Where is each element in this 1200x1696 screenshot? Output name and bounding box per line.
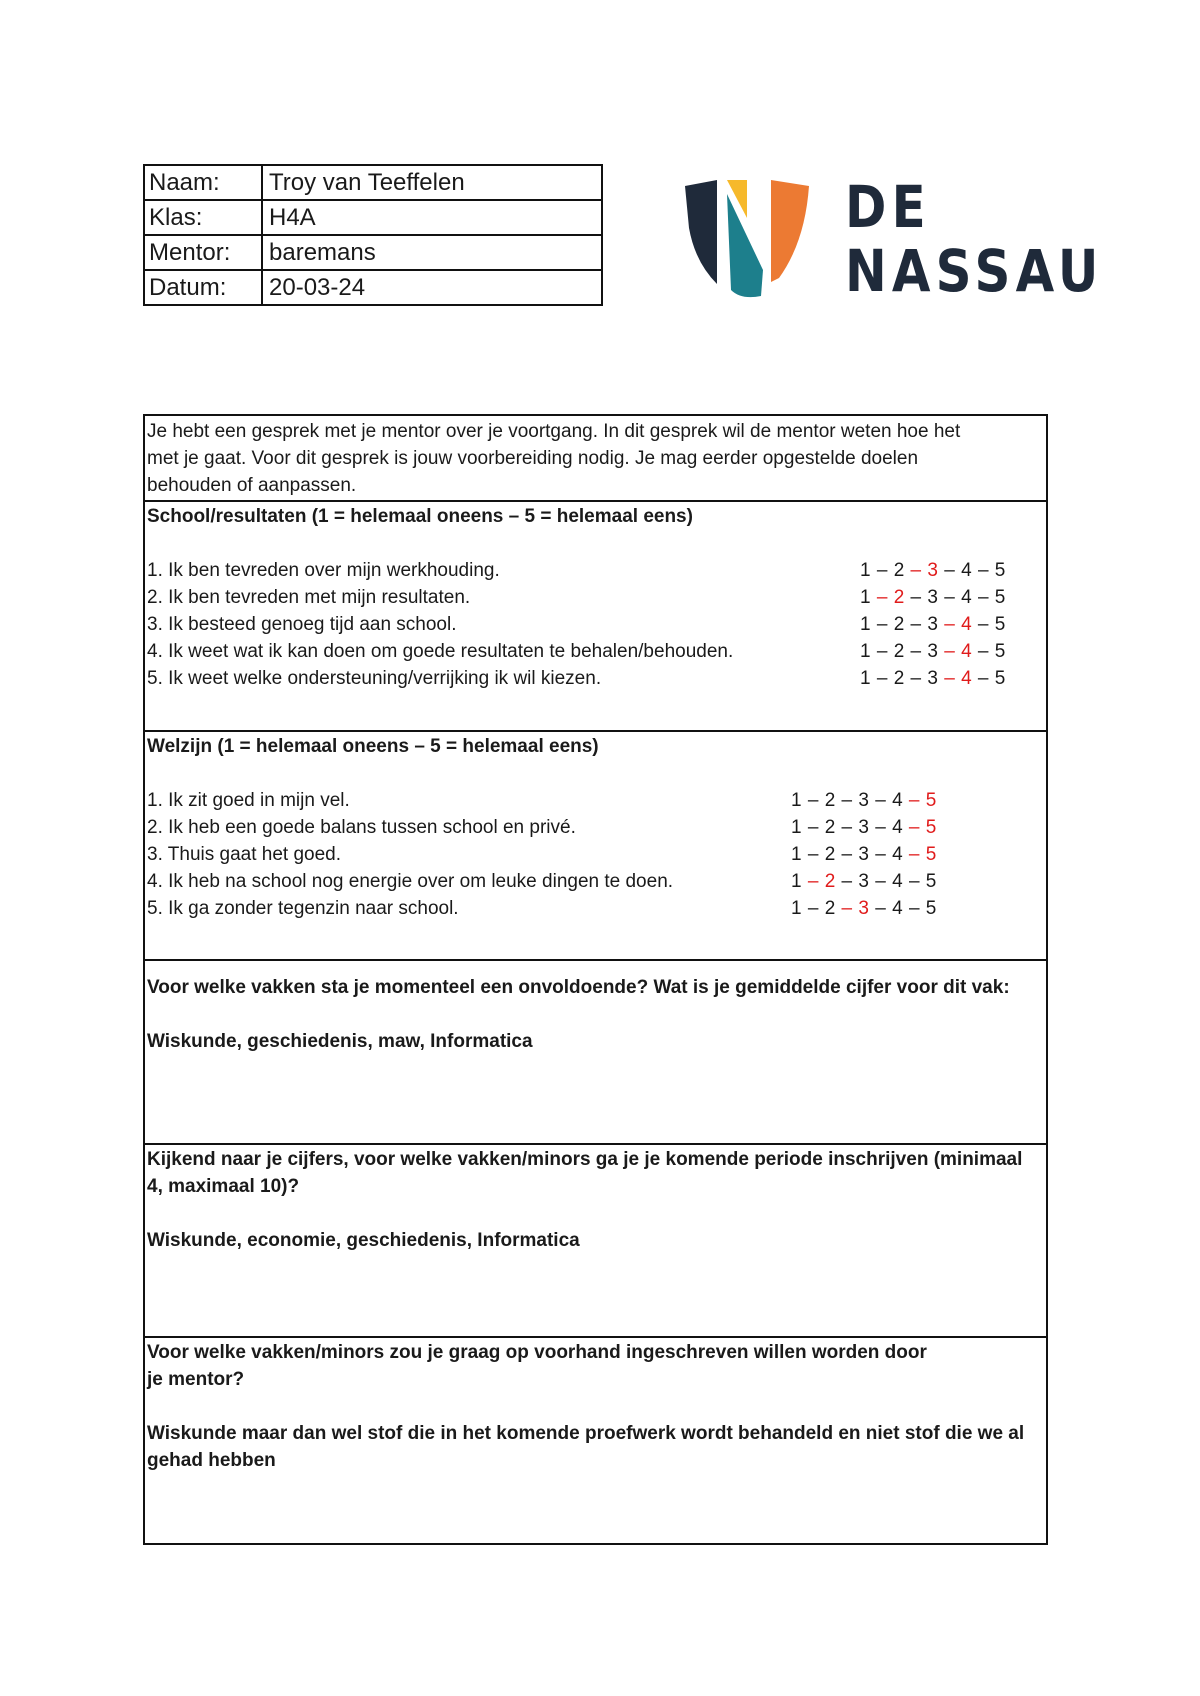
info-row-klas bbox=[144, 200, 602, 235]
question-text: Kijkend naar je cijfers, voor welke vakken/minors ga je je komende periode inschrijven (minimaal 4, maximaal 10)? bbox=[147, 1149, 1023, 1197]
shield-logo-icon bbox=[683, 178, 813, 303]
info-row-naam bbox=[144, 165, 602, 200]
welzijn-item bbox=[145, 814, 1046, 841]
info-label: Klas: bbox=[144, 200, 262, 235]
welzijn-title: Welzijn (1 = helemaal oneens – 5 = helemaal eens) bbox=[147, 736, 599, 757]
statement-text: 1. Ik ben tevreden over mijn werkhouding. bbox=[147, 560, 500, 581]
rating-scale: 1 – 2 – 3 – 4 – 5 bbox=[791, 871, 937, 892]
statement-text: 2. Ik heb een goede balans tussen school en privé. bbox=[147, 817, 576, 838]
intro-line: behouden of aanpassen. bbox=[147, 475, 357, 496]
question-text: Voor welke vakken/minors zou je graag op voorhand ingeschreven willen worden door je mentor? bbox=[147, 1342, 927, 1390]
school-section bbox=[145, 502, 1046, 732]
school-item bbox=[145, 665, 1046, 692]
statement-text: 3. Thuis gaat het goed. bbox=[147, 844, 342, 865]
welzijn-item bbox=[145, 895, 1046, 922]
info-value: 20-03-24 bbox=[262, 270, 602, 305]
inschrijven-section bbox=[145, 1145, 1046, 1338]
info-value: H4A bbox=[262, 200, 602, 235]
statement-text: 2. Ik ben tevreden met mijn resultaten. bbox=[147, 587, 471, 608]
logo-text-line2: NASSAU bbox=[845, 237, 1104, 305]
statement-text: 5. Ik ga zonder tegenzin naar school. bbox=[147, 898, 459, 919]
info-row-mentor bbox=[144, 235, 602, 270]
statement-text: 4. Ik weet wat ik kan doen om goede resultaten te behalen/behouden. bbox=[147, 641, 734, 662]
school-item bbox=[145, 557, 1046, 584]
answer-text: Wiskunde maar dan wel stof die in het komende proefwerk wordt behandeld en niet stof die we al gehad hebben bbox=[147, 1423, 1025, 1471]
statement-text: 1. Ik zit goed in mijn vel. bbox=[147, 790, 350, 811]
rating-scale: 1 – 2 – 3 – 4 – 5 bbox=[791, 817, 937, 838]
intro-section bbox=[145, 416, 1046, 502]
question-text: Voor welke vakken sta je momenteel een onvoldoende? Wat is je gemiddelde cijfer voor dit vak: bbox=[147, 977, 1010, 998]
rating-scale: 1 – 2 – 3 – 4 – 5 bbox=[860, 614, 1006, 635]
info-value: baremans bbox=[262, 235, 602, 270]
welzijn-item bbox=[145, 868, 1046, 895]
school-item bbox=[145, 584, 1046, 611]
answer-text: Wiskunde, geschiedenis, maw, Informatica bbox=[147, 1031, 533, 1052]
info-value: Troy van Teeffelen bbox=[262, 165, 602, 200]
intro-line: Je hebt een gesprek met je mentor over je voortgang. In dit gesprek wil de mentor weten hoe het bbox=[147, 421, 961, 442]
answer-text: Wiskunde, economie, geschiedenis, Informatica bbox=[147, 1230, 580, 1251]
welzijn-item bbox=[145, 787, 1046, 814]
rating-scale: 1 – 2 – 3 – 4 – 5 bbox=[860, 560, 1006, 581]
school-item bbox=[145, 611, 1046, 638]
rating-scale: 1 – 2 – 3 – 4 – 5 bbox=[860, 641, 1006, 662]
rating-scale: 1 – 2 – 3 – 4 – 5 bbox=[860, 587, 1006, 608]
mentor-conversation-form bbox=[143, 414, 1048, 1545]
rating-scale: 1 – 2 – 3 – 4 – 5 bbox=[791, 898, 937, 919]
school-title: School/resultaten (1 = helemaal oneens – 5 = helemaal eens) bbox=[147, 506, 693, 527]
intro-line: met je gaat. Voor dit gesprek is jouw voorbereiding nodig. Je mag eerder opgestelde doelen bbox=[147, 448, 919, 469]
welzijn-section bbox=[145, 732, 1046, 961]
rating-scale: 1 – 2 – 3 – 4 – 5 bbox=[860, 668, 1006, 689]
de-nassau-logo bbox=[683, 170, 1104, 310]
info-label: Naam: bbox=[144, 165, 262, 200]
info-label: Datum: bbox=[144, 270, 262, 305]
onvoldoende-section bbox=[145, 961, 1046, 1145]
logo-text-line1: DE bbox=[845, 173, 931, 241]
school-item bbox=[145, 638, 1046, 665]
statement-text: 5. Ik weet welke ondersteuning/verrijking ik wil kiezen. bbox=[147, 668, 602, 689]
welzijn-item bbox=[145, 841, 1046, 868]
voorhand-section bbox=[145, 1338, 1046, 1543]
student-info-table bbox=[143, 164, 603, 306]
rating-scale: 1 – 2 – 3 – 4 – 5 bbox=[791, 844, 937, 865]
info-label: Mentor: bbox=[144, 235, 262, 270]
statement-text: 3. Ik besteed genoeg tijd aan school. bbox=[147, 614, 457, 635]
info-row-datum bbox=[144, 270, 602, 305]
statement-text: 4. Ik heb na school nog energie over om leuke dingen te doen. bbox=[147, 871, 674, 892]
rating-scale: 1 – 2 – 3 – 4 – 5 bbox=[791, 790, 937, 811]
